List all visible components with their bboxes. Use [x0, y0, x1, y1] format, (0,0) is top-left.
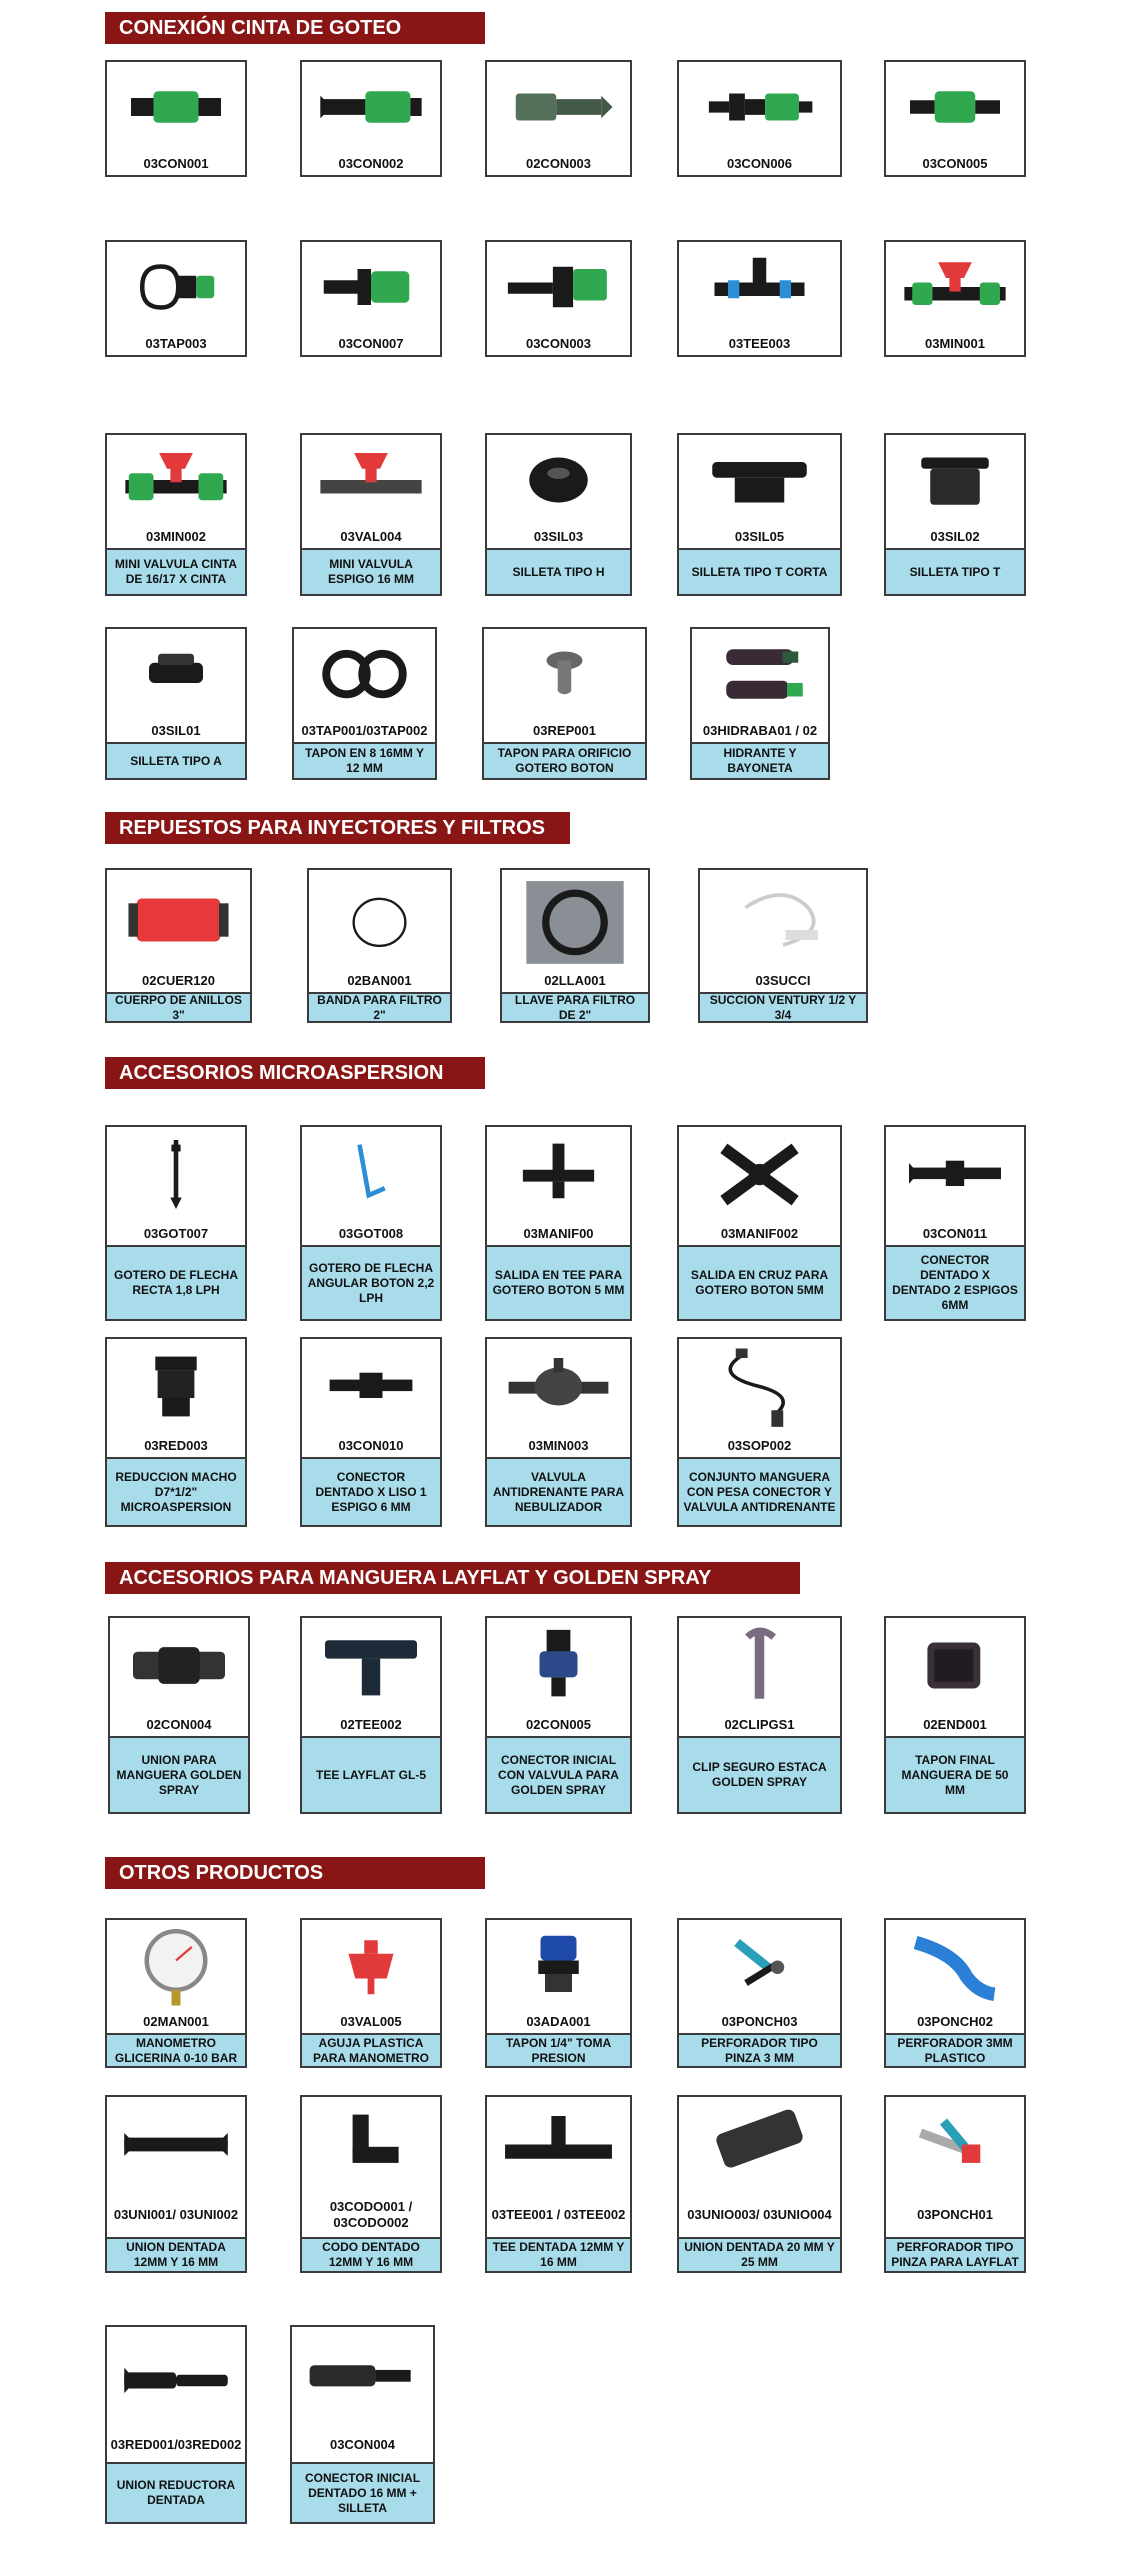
- product-code: 03SIL01: [107, 719, 245, 742]
- product-code: 03CON007: [302, 332, 440, 355]
- product-description: REDUCCION MACHO D7*1/2" MICROASPERSION: [107, 1457, 245, 1525]
- product-card-03con006: [677, 60, 842, 177]
- product-description: [302, 175, 440, 177]
- product-code: 03TEE003: [679, 332, 840, 355]
- product-card-03min003: [485, 1337, 632, 1527]
- barbed-tee-icon: [487, 2097, 630, 2192]
- product-card-03sil01: [105, 627, 247, 780]
- product-card-03codo001-03codo002: [300, 2095, 442, 2273]
- product-code: 02BAN001: [309, 970, 450, 992]
- product-card-03tap003: [105, 240, 247, 357]
- product-card-03con011: [884, 1125, 1026, 1321]
- product-description: CLIP SEGURO ESTACA GOLDEN SPRAY: [679, 1736, 840, 1812]
- tee-tape-icon: [679, 242, 840, 332]
- product-description: TAPON EN 8 16MM Y 12 MM: [294, 742, 435, 778]
- product-code: 02CUER120: [107, 970, 250, 992]
- barbed-start-connector-icon: [292, 2327, 433, 2427]
- product-code: 03REP001: [484, 719, 645, 742]
- product-card-02con003: [485, 60, 632, 177]
- product-description: CODO DENTADO 12MM Y 16 MM: [302, 2237, 440, 2271]
- product-card-03min001: [884, 240, 1026, 357]
- product-card-03hidraba01-02: [690, 627, 830, 780]
- product-description: UNION DENTADA 12MM Y 16 MM: [107, 2237, 245, 2271]
- product-code: 03CON004: [292, 2427, 433, 2462]
- product-card-03red003: [105, 1337, 247, 1527]
- stake-clip-icon: [679, 1618, 840, 1713]
- product-description: BANDA PARA FILTRO 2": [309, 992, 450, 1021]
- layflat-tee-icon: [302, 1618, 440, 1713]
- mini-valve-tape-icon: [107, 435, 245, 525]
- product-code: 03VAL005: [302, 2010, 440, 2033]
- product-code: 03ADA001: [487, 2010, 630, 2033]
- product-description: [487, 175, 630, 177]
- green-tape-union-icon: [107, 62, 245, 152]
- product-card-02con005: [485, 1616, 632, 1814]
- product-card-03uni001-03uni002: [105, 2095, 247, 2273]
- product-code: 03CON005: [886, 152, 1024, 175]
- pressure-gauge-icon: [107, 1920, 245, 2010]
- product-description: LLAVE PARA FILTRO DE 2": [502, 992, 648, 1021]
- product-card-02end001: [884, 1616, 1026, 1814]
- product-card-02man001: [105, 1918, 247, 2068]
- plastic-needle-icon: [302, 1920, 440, 2010]
- product-description: TAPON FINAL MANGUERA DE 50 MM: [886, 1736, 1024, 1812]
- product-code: 03PONCH01: [886, 2192, 1024, 2237]
- product-code: 03VAL004: [302, 525, 440, 548]
- pliers-punch-icon: [679, 1920, 840, 2010]
- product-card-03manif002: [677, 1125, 842, 1321]
- product-code: 02CON004: [110, 1713, 248, 1736]
- product-description: UNION REDUCTORA DENTADA: [107, 2462, 245, 2522]
- product-description: GOTERO DE FLECHA RECTA 1,8 LPH: [107, 1245, 245, 1319]
- product-description: SILLETA TIPO T: [886, 548, 1024, 594]
- large-barbed-union-icon: [679, 2097, 840, 2192]
- product-description: SILLETA TIPO T CORTA: [679, 548, 840, 594]
- product-card-03sil05: [677, 433, 842, 596]
- product-code: 03MIN001: [886, 332, 1024, 355]
- golden-spray-union-icon: [110, 1618, 248, 1713]
- layflat-connector-icon: [487, 242, 630, 332]
- product-card-03con002: [300, 60, 442, 177]
- product-description: GOTERO DE FLECHA ANGULAR BOTON 2,2 LPH: [302, 1245, 440, 1319]
- arrow-dripper-icon: [107, 1127, 245, 1222]
- filter-key-icon: [502, 870, 648, 970]
- product-code: 02CLIPGS1: [679, 1713, 840, 1736]
- pvc-connector-icon: [679, 62, 840, 152]
- product-description: UNION PARA MANGUERA GOLDEN SPRAY: [110, 1736, 248, 1812]
- figure-eight-cap-icon: [294, 629, 435, 719]
- product-description: VALVULA ANTIDRENANTE PARA NEBULIZADOR: [487, 1457, 630, 1525]
- product-description: [107, 355, 245, 357]
- product-card-03con010: [300, 1337, 442, 1527]
- product-card-03red001-03red002: [105, 2325, 247, 2524]
- product-description: HIDRANTE Y BAYONETA: [692, 742, 828, 778]
- end-cap-icon: [107, 242, 245, 332]
- product-card-03con004: [290, 2325, 435, 2524]
- product-card-03val004: [300, 433, 442, 596]
- product-card-03con003: [485, 240, 632, 357]
- product-code: 03RED001/03RED002: [107, 2427, 245, 2462]
- layflat-start-connector-icon: [302, 242, 440, 332]
- product-code: 03SUCCI: [700, 970, 866, 992]
- saddle-t-short-icon: [679, 435, 840, 525]
- product-description: SALIDA EN TEE PARA GOTERO BOTON 5 MM: [487, 1245, 630, 1319]
- angled-arrow-dripper-icon: [302, 1127, 440, 1222]
- product-code: 03SOP002: [679, 1434, 840, 1457]
- product-code: 03SIL02: [886, 525, 1024, 548]
- product-code: 03TAP003: [107, 332, 245, 355]
- product-description: SILLETA TIPO A: [107, 742, 245, 778]
- product-card-03got007: [105, 1125, 247, 1321]
- venturi-suction-icon: [700, 870, 866, 970]
- product-code: 03PONCH02: [886, 2010, 1024, 2033]
- reducer-union-icon: [107, 2327, 245, 2427]
- product-card-03sil03: [485, 433, 632, 596]
- product-code: 03CON006: [679, 152, 840, 175]
- product-code: 03MANIF002: [679, 1222, 840, 1245]
- product-code: 02CON005: [487, 1713, 630, 1736]
- barbed-connector-icon: [886, 1127, 1024, 1222]
- tee-outlet-icon: [487, 1127, 630, 1222]
- product-description: SALIDA EN CRUZ PARA GOTERO BOTON 5MM: [679, 1245, 840, 1319]
- product-code: 03UNIO003/ 03UNIO004: [679, 2192, 840, 2237]
- product-code: 03MANIF00: [487, 1222, 630, 1245]
- product-description: CONECTOR INICIAL DENTADO 16 MM + SILLETA: [292, 2462, 433, 2522]
- hose-assembly-icon: [679, 1339, 840, 1434]
- green-connector-icon: [886, 62, 1024, 152]
- product-code: 03SIL03: [487, 525, 630, 548]
- product-card-02ban001: [307, 868, 452, 1023]
- product-description: TAPON 1/4" TOMA PRESION: [487, 2033, 630, 2066]
- product-code: 03CON011: [886, 1222, 1024, 1245]
- product-code: 03CODO001 / 03CODO002: [302, 2192, 440, 2237]
- valve-start-connector-icon: [487, 1618, 630, 1713]
- product-description: MANOMETRO GLICERINA 0-10 BAR: [107, 2033, 245, 2066]
- product-card-03got008: [300, 1125, 442, 1321]
- product-code: 03TAP001/03TAP002: [294, 719, 435, 742]
- product-description: TEE LAYFLAT GL-5: [302, 1736, 440, 1812]
- start-connector-icon: [487, 62, 630, 152]
- product-description: SILLETA TIPO H: [487, 548, 630, 594]
- saddle-a-icon: [107, 629, 245, 719]
- product-card-03succi: [698, 868, 868, 1023]
- product-card-03con001: [105, 60, 247, 177]
- pressure-cap-icon: [487, 1920, 630, 2010]
- product-code: 02END001: [886, 1713, 1024, 1736]
- male-reducer-icon: [107, 1339, 245, 1434]
- product-description: AGUJA PLASTICA PARA MANOMETRO: [302, 2033, 440, 2066]
- product-description: [302, 355, 440, 357]
- product-card-03val005: [300, 1918, 442, 2068]
- section-title-otros-productos: OTROS PRODUCTOS: [105, 1857, 485, 1889]
- product-card-02cuer120: [105, 868, 252, 1023]
- product-description: [886, 175, 1024, 177]
- section-title-accesorios-microaspersion: ACCESORIOS MICROASPERSION: [105, 1057, 485, 1089]
- product-description: PERFORADOR TIPO PINZA PARA LAYFLAT: [886, 2237, 1024, 2271]
- product-code: 03MIN002: [107, 525, 245, 548]
- product-code: 03RED003: [107, 1434, 245, 1457]
- product-code: 03CON002: [302, 152, 440, 175]
- product-card-03min002: [105, 433, 247, 596]
- section-title-conexi-n-cinta-de-goteo: CONEXIÓN CINTA DE GOTEO: [105, 12, 485, 44]
- product-card-03ada001: [485, 1918, 632, 2068]
- product-description: CONJUNTO MANGUERA CON PESA CONECTOR Y VALVULA ANTIDRENANTE: [679, 1457, 840, 1525]
- product-card-03ponch01: [884, 2095, 1026, 2273]
- product-code: 03GOT008: [302, 1222, 440, 1245]
- product-code: 02MAN001: [107, 2010, 245, 2033]
- product-code: 02TEE002: [302, 1713, 440, 1736]
- section-title-accesorios-para-manguera-layflat-y-golden-spray: ACCESORIOS PARA MANGUERA LAYFLAT Y GOLDEN SPRAY: [105, 1562, 800, 1594]
- product-description: MINI VALVULA CINTA DE 16/17 X CINTA: [107, 548, 245, 594]
- product-card-03con005: [884, 60, 1026, 177]
- product-card-03tee001-03tee002: [485, 2095, 632, 2273]
- product-card-02clipgs1: [677, 1616, 842, 1814]
- product-description: SUCCION VENTURY 1/2 Y 3/4: [700, 992, 866, 1021]
- product-card-03ponch02: [884, 1918, 1026, 2068]
- saddle-h-icon: [487, 435, 630, 525]
- product-description: MINI VALVULA ESPIGO 16 MM: [302, 548, 440, 594]
- product-description: CONECTOR DENTADO X DENTADO 2 ESPIGOS 6MM: [886, 1245, 1024, 1319]
- hydrant-icon: [692, 629, 828, 719]
- barbed-smooth-connector-icon: [302, 1339, 440, 1434]
- product-description: [107, 175, 245, 177]
- product-code: 03CON001: [107, 152, 245, 175]
- product-description: CONECTOR DENTADO X LISO 1 ESPIGO 6 MM: [302, 1457, 440, 1525]
- product-card-02con004: [108, 1616, 250, 1814]
- product-description: TEE DENTADA 12MM Y 16 MM: [487, 2237, 630, 2271]
- layflat-punch-icon: [886, 2097, 1024, 2192]
- product-card-02lla001: [500, 868, 650, 1023]
- product-description: TAPON PARA ORIFICIO GOTERO BOTON: [484, 742, 645, 778]
- product-description: [679, 175, 840, 177]
- product-code: 02LLA001: [502, 970, 648, 992]
- hole-plug-icon: [484, 629, 645, 719]
- product-code: 03UNI001/ 03UNI002: [107, 2192, 245, 2237]
- product-code: 03GOT007: [107, 1222, 245, 1245]
- filter-band-icon: [309, 870, 450, 970]
- product-card-03ponch03: [677, 1918, 842, 2068]
- mini-valve-icon: [886, 242, 1024, 332]
- product-code: 03PONCH03: [679, 2010, 840, 2033]
- cross-outlet-icon: [679, 1127, 840, 1222]
- product-card-03manif00: [485, 1125, 632, 1321]
- product-card-03sop002: [677, 1337, 842, 1527]
- section-title-repuestos-para-inyectores-y-filtros: REPUESTOS PARA INYECTORES Y FILTROS: [105, 812, 570, 844]
- product-description: CUERPO DE ANILLOS 3": [107, 992, 250, 1021]
- product-card-03rep001: [482, 627, 647, 780]
- product-card-02tee002: [300, 1616, 442, 1814]
- product-code: 03TEE001 / 03TEE002: [487, 2192, 630, 2237]
- ring-filter-body-icon: [107, 870, 250, 970]
- hose-end-cap-icon: [886, 1618, 1024, 1713]
- product-code: 03CON010: [302, 1434, 440, 1457]
- product-card-03tee003: [677, 240, 842, 357]
- product-card-03tap001-03tap002: [292, 627, 437, 780]
- product-card-03sil02: [884, 433, 1026, 596]
- product-description: [487, 355, 630, 357]
- product-card-03unio003-03unio004: [677, 2095, 842, 2273]
- product-code: 03SIL05: [679, 525, 840, 548]
- product-description: [886, 355, 1024, 357]
- barbed-union-icon: [107, 2097, 245, 2192]
- product-code: 03MIN003: [487, 1434, 630, 1457]
- product-description: PERFORADOR TIPO PINZA 3 MM: [679, 2033, 840, 2066]
- product-code: 02CON003: [487, 152, 630, 175]
- anti-drain-valve-icon: [487, 1339, 630, 1434]
- mini-valve-barb-icon: [302, 435, 440, 525]
- product-description: CONECTOR INICIAL CON VALVULA PARA GOLDEN SPRAY: [487, 1736, 630, 1812]
- product-code: 03CON003: [487, 332, 630, 355]
- product-description: [679, 355, 840, 357]
- product-description: PERFORADOR 3MM PLASTICO: [886, 2033, 1024, 2066]
- product-description: UNION DENTADA 20 MM Y 25 MM: [679, 2237, 840, 2271]
- product-code: 03HIDRABA01 / 02: [692, 719, 828, 742]
- saddle-t-icon: [886, 435, 1024, 525]
- product-card-03con007: [300, 240, 442, 357]
- barbed-elbow-icon: [302, 2097, 440, 2192]
- green-barbed-union-icon: [302, 62, 440, 152]
- plastic-punch-icon: [886, 1920, 1024, 2010]
